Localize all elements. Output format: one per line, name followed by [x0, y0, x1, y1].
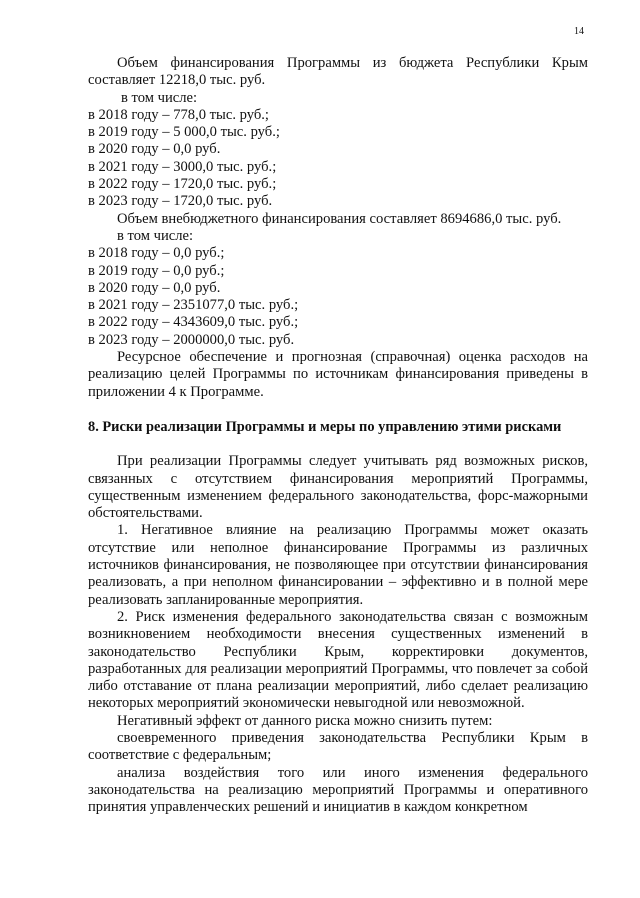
body-paragraph: анализа воздействия того или иного изменения федерального законодательства на реализацию мероприятий Программы и оперативного принятия управленческих решений и инициатив в каждом конкретном — [88, 764, 588, 816]
budget-year-line: в 2021 году – 3000,0 тыс. руб.; — [88, 158, 277, 175]
extrabudget-funding-intro: Объем внебюджетного финансирования составляет 8694686,0 тыс. руб. — [117, 210, 562, 227]
body-paragraph: 2. Риск изменения федерального законодательства связан с возможным возникновением необходимости внесения существенных изменений в законодательство Республики Крым, корректировки документов, разработанных для реализации мероприятий Программы, что повлечет за собой либо отставание от плана реализации мероприятий, либо сделает реализацию некоторых мероприятий экономически невыгодной или невозможной. — [88, 608, 588, 712]
page-content — [88, 55, 588, 816]
budget-funding-intro: Объем финансирования Программы из бюджета Республики Крым составляет 12218,0 тыс. руб. — [88, 55, 588, 89]
section-heading: 8. Риски реализации Программы и меры по управлению этими рисками — [88, 418, 562, 435]
page-number: 14 — [574, 26, 584, 37]
body-paragraph: Негативный эффект от данного риска можно снизить путем: — [117, 712, 493, 729]
body-paragraph: 1. Негативное влияние на реализацию Программы может оказать отсутствие или неполное финансирование Программы из различных источников финансирования, не позволяющее при отсутствии финансирования реализовать, а при неполном финансировании – эффективно и в полной мере реализовать запланированные мероприятия. — [88, 522, 588, 608]
budget-year-line: в 2023 году – 1720,0 тыс. руб. — [88, 193, 273, 210]
extrabudget-year-line: в 2021 году – 2351077,0 тыс. руб.; — [88, 297, 299, 314]
budget-year-line: в 2019 году – 5 000,0 тыс. руб.; — [88, 124, 280, 141]
including-label: в том числе: — [121, 89, 198, 106]
extrabudget-year-line: в 2020 году – 0,0 руб. — [88, 279, 221, 296]
budget-year-line: в 2022 году – 1720,0 тыс. руб.; — [88, 176, 277, 193]
body-paragraph: При реализации Программы следует учитывать ряд возможных рисков, связанных с отсутствием финансирования мероприятий Программы, существенным изменением федерального законодательства, форс-мажорными обстоятельствами. — [88, 453, 588, 522]
budget-year-line: в 2018 году – 778,0 тыс. руб.; — [88, 106, 269, 123]
including-label: в том числе: — [117, 227, 194, 244]
resource-paragraph: Ресурсное обеспечение и прогнозная (справочная) оценка расходов на реализацию целей Программы по источникам финансирования приведены в приложении 4 к Программе. — [88, 349, 588, 400]
extrabudget-year-line: в 2019 году – 0,0 руб.; — [88, 262, 225, 279]
budget-year-line: в 2020 году – 0,0 руб. — [88, 141, 221, 158]
extrabudget-year-line: в 2022 году – 4343609,0 тыс. руб.; — [88, 314, 299, 331]
body-paragraph: своевременного приведения законодательства Республики Крым в соответствие с федеральным; — [88, 729, 588, 764]
extrabudget-year-line: в 2023 году – 2000000,0 тыс. руб. — [88, 331, 295, 348]
extrabudget-year-line: в 2018 году – 0,0 руб.; — [88, 245, 225, 262]
